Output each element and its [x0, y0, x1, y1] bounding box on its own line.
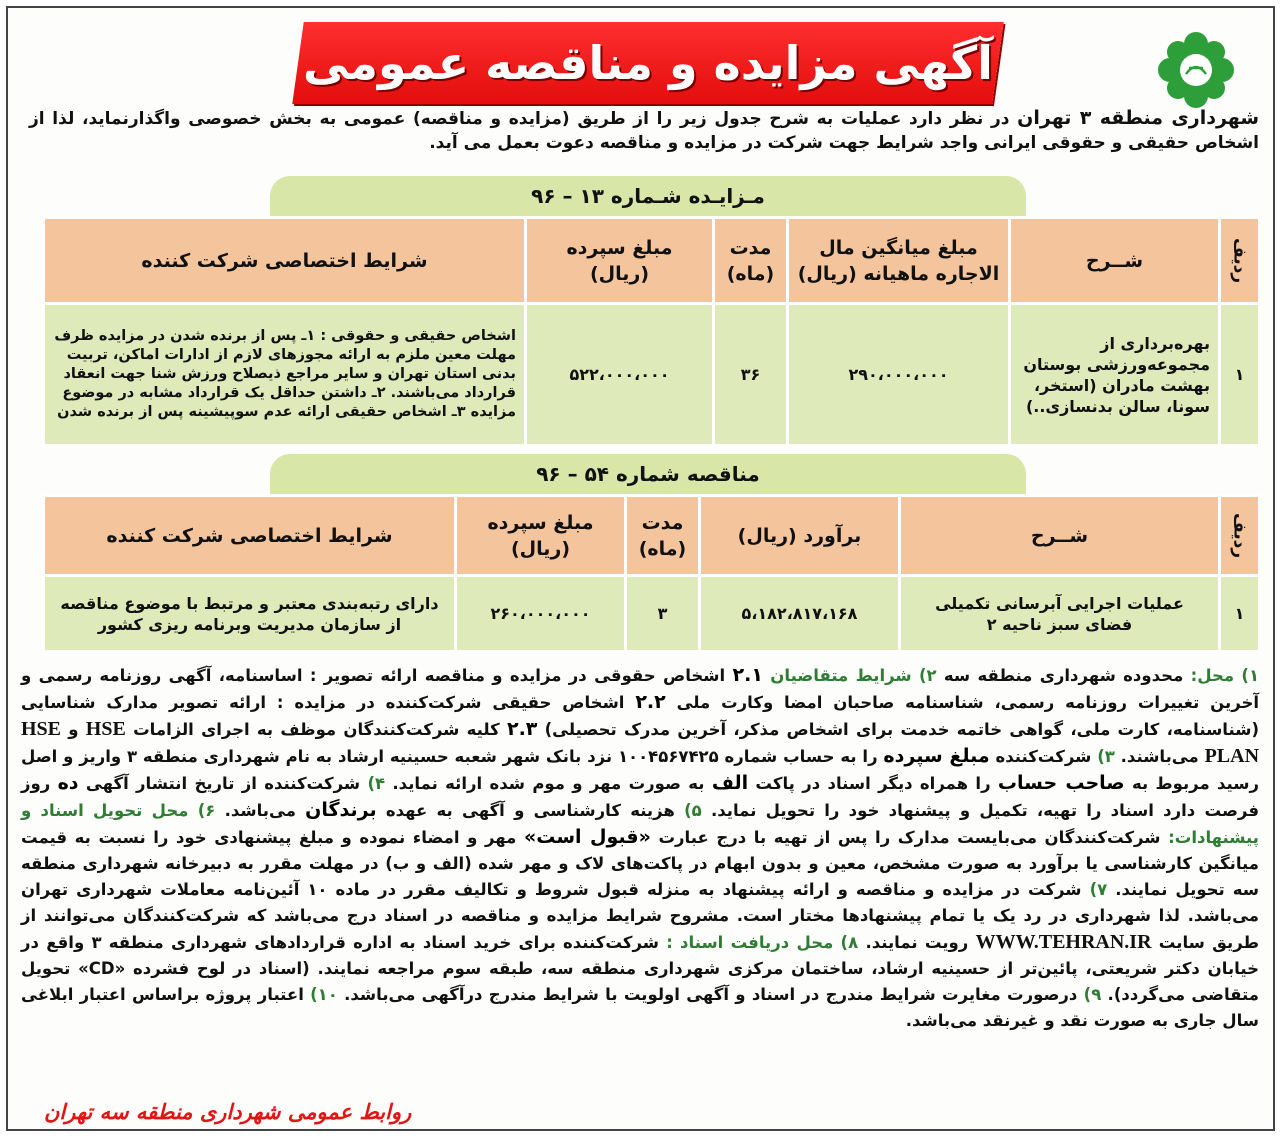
intro-paragraph — [29, 106, 1259, 155]
clause-6-a: شرکت‌کنندگان می‌بایست مدارک را پس از تهیه با درج عبارت — [658, 828, 1161, 847]
intro-city: شهرداری منطقه ۳ تهران — [1017, 107, 1260, 129]
cell-desc: عملیات اجرایی آبرسانی تکمیلی فضای سبز ناحیه ۲ — [900, 576, 1220, 652]
clause-3-b: را به حساب شماره ۱۰۰۴۵۶۷۴۲۵ نزد بانک شهر شعبه حسینیه ارشاد به نام شهرداری منطقه ۳ واریز و اصل رسید مربوط به — [21, 747, 1259, 793]
col-row: ردیف — [1220, 218, 1260, 304]
col-deposit: مبلغ سپرده (ریال) — [526, 218, 714, 304]
cell-conditions: اشخاص حقیقی و حقوقی : ۱ـ پس از برنده شدن در مزایده ظرف مهلت معین ملزم به ارائه مجوزهای لازم از ادارات اماکن، تربیت بدنی استان تهران و سایر مراجع ذیصلاح ورزش شنا جهت انعقاد قرارداد می‌باشند. ۲ـ داشتن حداقل یک قرارداد مشابه در موضوع مزایده ۳ـ اشخاص حقیقی ارائه عدم سوپیشینه پس از برنده شدن — [44, 304, 526, 446]
clause-3-label: ۳) — [1097, 747, 1115, 766]
cell-amount: ۵،۱۸۲،۸۱۷،۱۶۸ — [700, 576, 900, 652]
clause-3-d: به صورت مهر و موم شده ارائه نماید. — [392, 774, 705, 793]
website-link[interactable]: WWW.TEHRAN.IR — [975, 931, 1152, 953]
cell-duration: ۳ — [626, 576, 700, 652]
clause-4-label: ۴) — [367, 774, 386, 793]
clause-3-bold: مبلغ سپرده — [883, 745, 990, 767]
cell-deposit: ۲۶۰،۰۰۰،۰۰۰ — [456, 576, 626, 652]
clause-2-2: اشخاص حقیقی شرکت‌کننده در مزایده : ارائه تصویر مدارک شناسایی (شناسنامه، کارت ملی، گواهی خاتمه خدمت برای اشخاص مذکر، آخرین مدرک تحصیلی) — [21, 693, 1259, 739]
col-row: ردیف — [1220, 496, 1260, 576]
terms-text — [21, 662, 1259, 1034]
intro-line1: در نظر دارد عملیات به شرح جدول زیر را از طریق (مزایده و مناقصه) عمومی به بخش خصوصی واگذارنماید، — [82, 109, 1010, 129]
clause-2-label: ۲) شرایط متقاضیان — [770, 666, 937, 685]
clause-2-1: اشخاص حقوقی در مزایده و مناقصه ارائه تصویر : اساسنامه، آگهی روزنامه رسمی و آخرین تغییرات روزنامه رسمی، شناسنامه صاحبان امضا وکارت ملی — [21, 666, 1259, 712]
clause-4-bold: ده — [57, 772, 79, 794]
clause-6-b: مهر و امضاء نموده و مبلغ پیشنهادی خود را نسبت به قیمت میانگین کارشناسی یا برآورد به صورت مشخص، معین و بدون ابهام در پاکت‌های لاک و مهر شده (الف و ب) در مهلت مقرر به دبیرخانه شهرداری منطقه سه تحویل نمایند. — [21, 828, 1259, 899]
clause-9: درصورت مغایرت شرایط مندرج در اسناد و آگهی اولویت با شرایط مندرج درآگهی می‌باشد. — [344, 985, 1078, 1004]
tender-header-row — [44, 496, 1260, 576]
clause-1-label: ۱) محل: — [1190, 666, 1260, 685]
cell-duration: ۳۶ — [714, 304, 788, 446]
clause-7-label: ۷) — [1089, 880, 1108, 899]
col-conditions: شرایط اختصاصی شرکت کننده — [44, 218, 526, 304]
clause-5-b: می‌باشد. — [224, 801, 296, 820]
col-deposit: مبلغ سپرده (ریال) — [456, 496, 626, 576]
clause-1: محدوده شهرداری منطقه سه — [943, 666, 1184, 685]
tender-heading: مناقصه شماره ۵۴ – ۹۶ — [270, 454, 1026, 494]
clause-9-label: ۹) — [1083, 985, 1102, 1004]
cell-desc: بهره‌برداری از مجموعه‌ورزشی بوستان بهشت مادران (استخر، سونا، سالن بدنسازی..) — [1010, 304, 1220, 446]
clause-5-label: ۵) — [684, 801, 702, 820]
clause-3-a: شرکت‌کننده — [995, 747, 1092, 766]
tehran-municipality-logo-icon — [1156, 30, 1236, 110]
signature: روابط عمومی شهرداری منطقه سه تهران — [44, 1100, 412, 1124]
clause-2-3-label: ۲.۳ — [506, 718, 538, 740]
cell-conditions: دارای رتبه‌بندی معتبر و مرتبط با موضوع مناقصه از سازمان مدیریت وبرنامه ریزی کشور — [44, 576, 456, 652]
clause-2-1-label: ۲.۱ — [732, 664, 763, 686]
col-amount: مبلغ میانگین مال الاجاره ماهیانه (ریال) — [788, 218, 1010, 304]
clause-2-2-label: ۲.۲ — [635, 691, 666, 713]
clause-6-bold: «قبول است» — [523, 826, 651, 848]
clause-7-end: رویت نمایند. — [865, 933, 969, 952]
advertisement-page — [6, 6, 1275, 1131]
and-word: و — [68, 720, 79, 739]
col-amount: برآورد (ریال) — [700, 496, 900, 576]
auction-header-row — [44, 218, 1260, 304]
title-banner — [292, 22, 1004, 104]
clause-5-bold: برندگان — [305, 799, 377, 821]
hse-plan-label: HSE PLAN — [21, 718, 1260, 767]
tender-table — [42, 494, 1261, 653]
cell-row: ۱ — [1220, 576, 1260, 652]
col-desc: شــرح — [900, 496, 1220, 576]
clause-6-label: ۶) محل تحویل اسناد و پیشنهادات: — [21, 801, 1259, 847]
col-duration: مدت (ماه) — [714, 218, 788, 304]
clause-2-3: کلیه شرکت‌کنندگان موظف به اجرای الزامات — [133, 720, 500, 739]
clause-7: شرکت در مزایده و مناقصه و ارائه پیشنهاد به منزله قبول شروط و تکالیف مقرر در ماده ۱۰ آئین‌نامه معاملات شهرداری تهران می‌باشد. لذا شهرداری در رد یک یا تمام پیشنهادها مختار است. مشروح شرایط مزایده و مناقصه در اسناد درج می‌باشد که شرکت‌کنندگان می‌توانند از طریق سایت — [21, 880, 1260, 952]
table-row — [44, 304, 1260, 446]
table-row — [44, 576, 1260, 652]
clause-4-b: روز فرصت دارد اسناد را تهیه، تکمیل و پیشنهاد خود را تحویل نماید. — [21, 774, 1259, 820]
cell-deposit: ۵۲۲،۰۰۰،۰۰۰ — [526, 304, 714, 446]
col-conditions: شرایط اختصاصی شرکت کننده — [44, 496, 456, 576]
intro-line2: لذا از اشخاص حقیقی و حقوقی ایرانی واجد شرایط جهت شرکت در مزایده و مناقصه دعوت بعمل می آید. — [29, 109, 1259, 153]
clause-10: اعتبار پروژه براساس اعتبار ابلاغی سال جاری به صورت نقد و غیرنقد می‌باشد. — [21, 985, 1259, 1030]
clause-10-label: ۱۰) — [310, 985, 338, 1004]
clause-3-c: را همراه دیگر اسناد در پاکت — [755, 774, 991, 793]
col-duration: مدت (ماه) — [626, 496, 700, 576]
col-desc: شــرح — [1010, 218, 1220, 304]
cell-amount: ۲۹۰،۰۰۰،۰۰۰ — [788, 304, 1010, 446]
auction-table — [42, 216, 1261, 447]
clause-3-bold2: صاحب حساب — [997, 772, 1125, 794]
clause-4-a: شرکت‌کننده از تاریخ انتشار آگهی — [85, 774, 361, 793]
hse-label: HSE — [85, 718, 126, 740]
clause-2-3-end: می‌باشند. — [1120, 747, 1199, 766]
clause-8: شرکت‌کننده برای خرید اسناد به اداره قراردادهای شهرداری منطقه ۳ واقع در خیابان دکتر شریعتی، پائین‌تر از حسینیه ارشاد، ساختمان مرکزی شهرداری منطقه سه، طبقه سوم مراجعه نمایند. (اسناد در لوح فشرده «CD» تحویل متقاضی می‌گردد). — [21, 933, 1259, 1004]
clause-3-alef: الف — [711, 772, 749, 794]
clause-8-label: ۸) محل دریافت اسناد : — [666, 933, 859, 952]
title: آگهی مزایده و مناقصه عمومی — [303, 36, 993, 90]
auction-heading: مـزایـده شـماره ۱۳ – ۹۶ — [270, 176, 1026, 216]
clause-5-a: هزینه کارشناسی و آگهی به عهده — [385, 801, 675, 820]
cell-row: ۱ — [1220, 304, 1260, 446]
